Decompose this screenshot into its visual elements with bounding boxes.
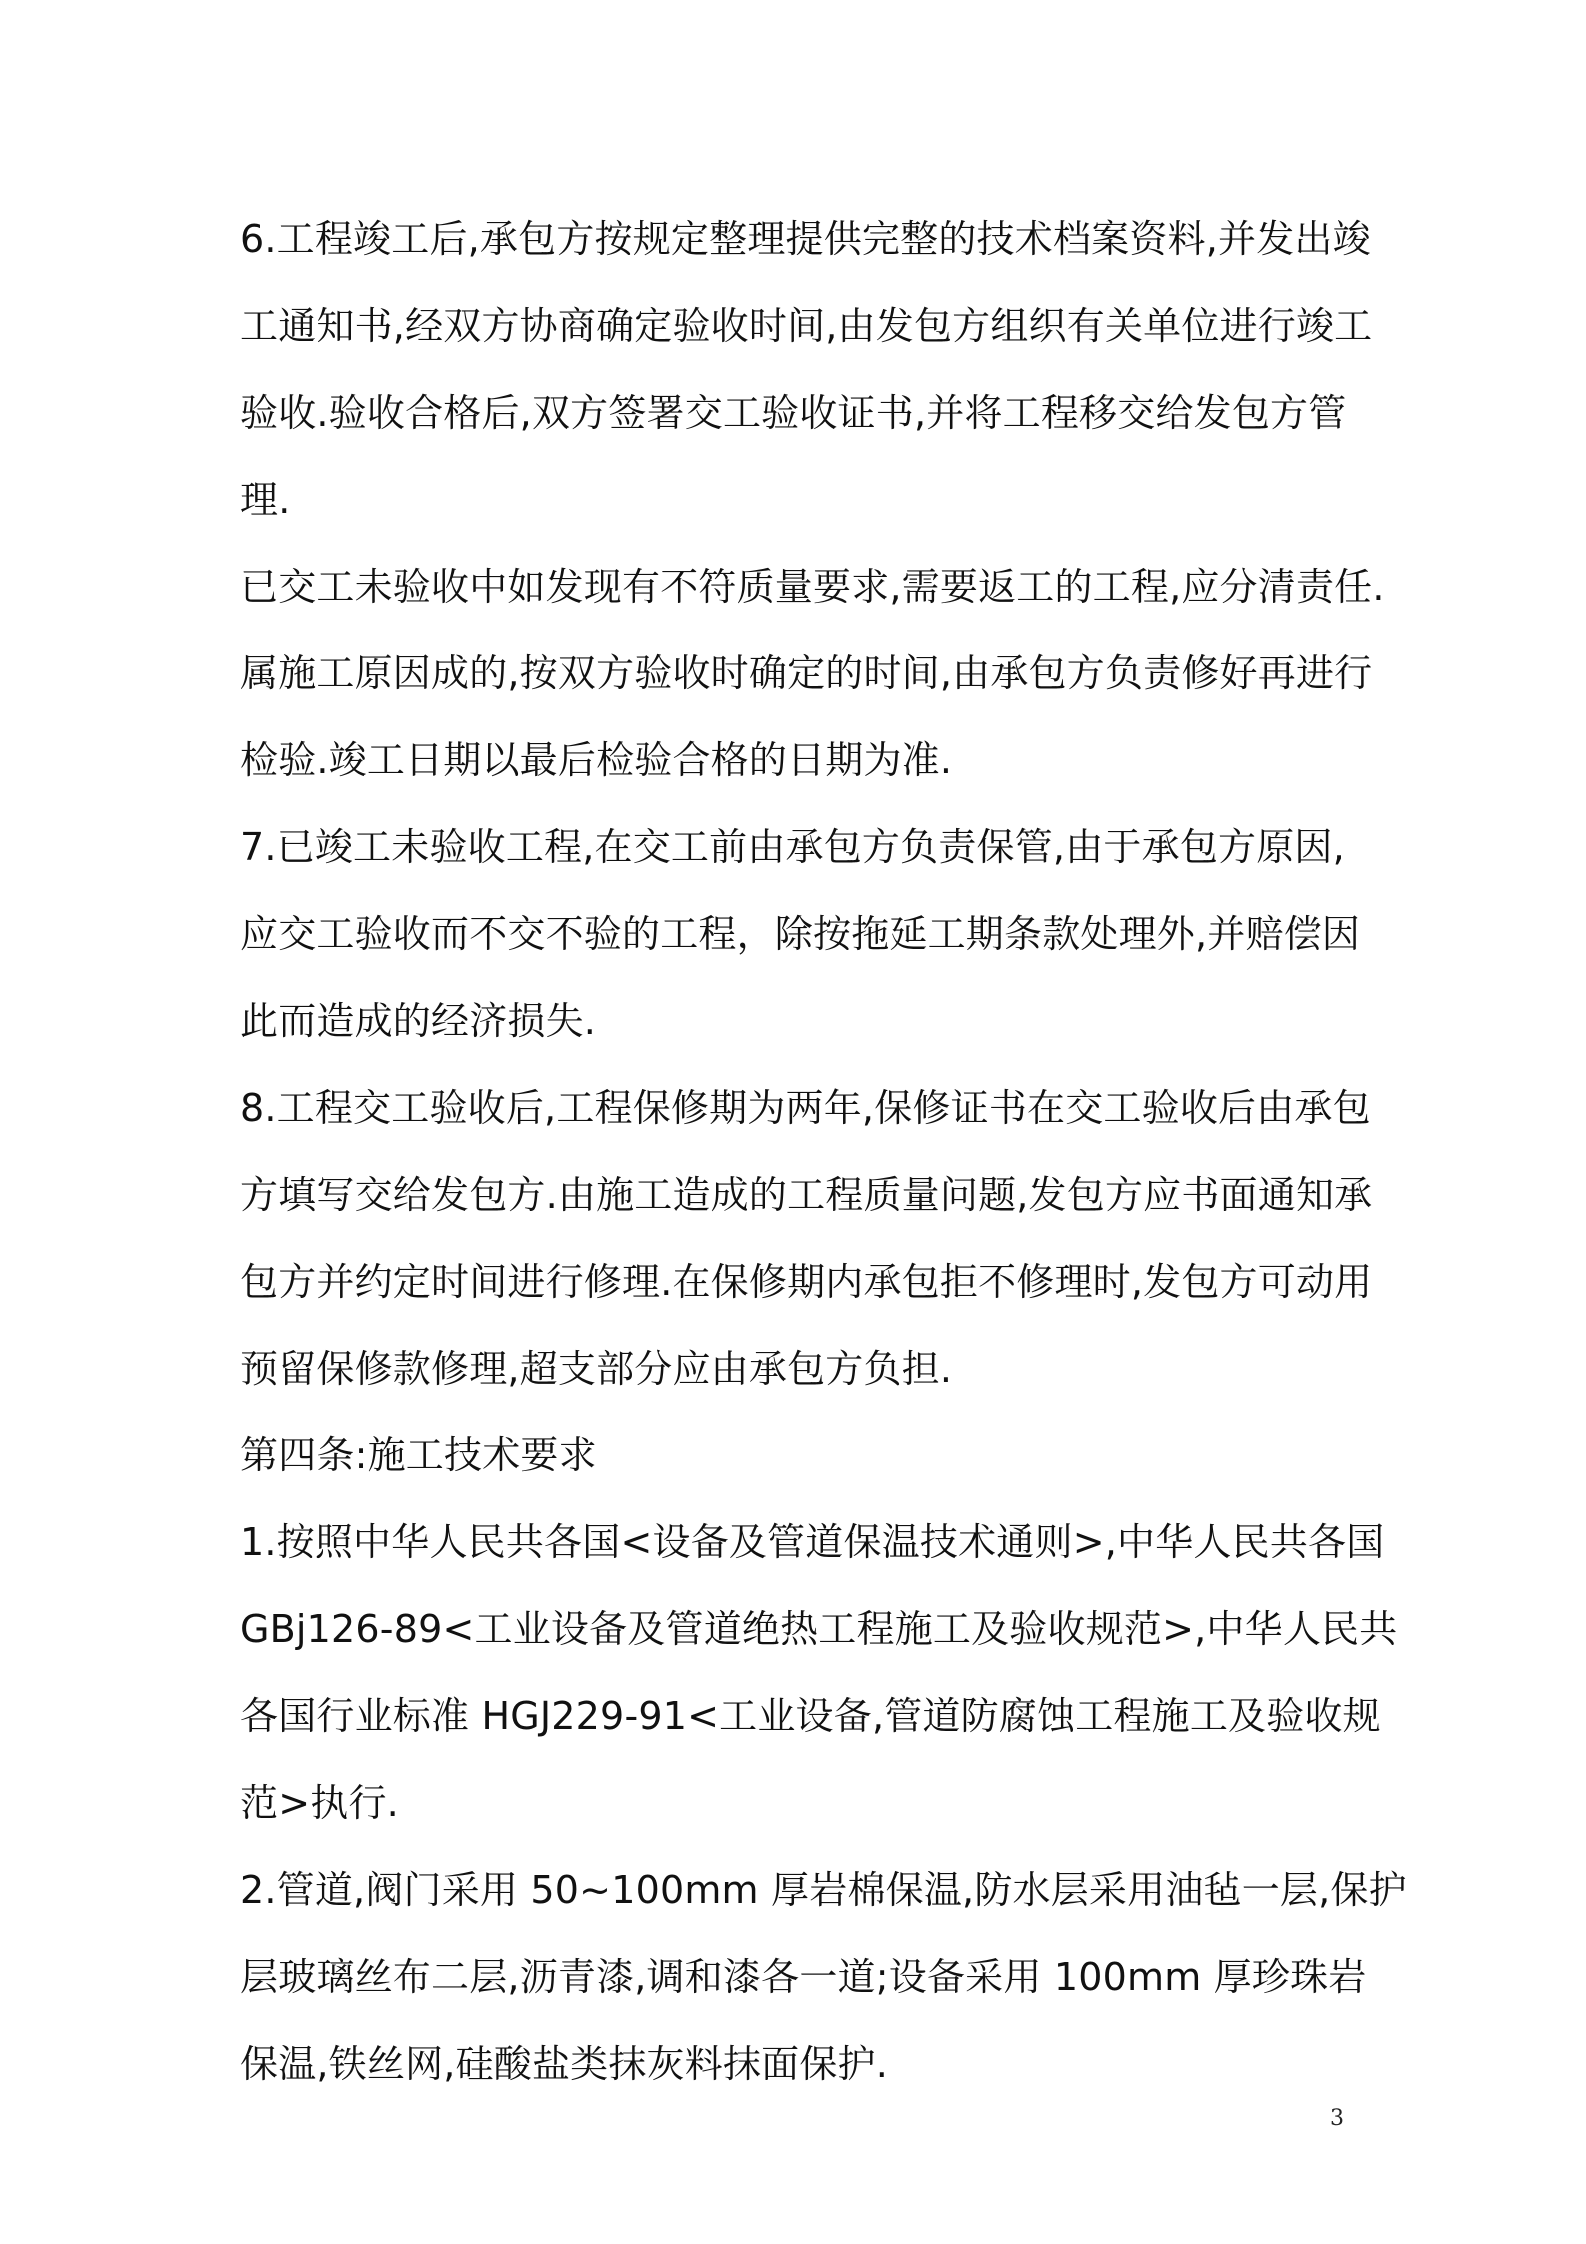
text-line: 工通知书,经双方协商确定验收时间,由发包方组织有关单位进行竣工 xyxy=(240,303,1373,348)
text-line: 层玻璃丝布二层,沥青漆,调和漆各一道;设备采用 100mm 厚珍珠岩 xyxy=(240,1954,1367,1999)
text-line: 包方并约定时间进行修理.在保修期内承包拒不修理时,发包方可动用 xyxy=(240,1259,1373,1304)
text-line: 8.工程交工验收后,工程保修期为两年,保修证书在交工验收后由承包 xyxy=(240,1085,1371,1130)
text-line: 方填写交给发包方.由施工造成的工程质量问题,发包方应书面通知承 xyxy=(240,1172,1373,1217)
text-line: 7.已竣工未验收工程,在交工前由承包方负责保管,由于承包方原因, xyxy=(240,825,1345,870)
text-line: 检验.竣工日期以最后检验合格的日期为准. xyxy=(240,738,953,783)
text-line: 此而造成的经济损失. xyxy=(240,999,597,1044)
section-heading: 第四条:施工技术要求 xyxy=(240,1433,597,1478)
text-line: 保温,铁丝网,硅酸盐类抹灰料抹面保护. xyxy=(240,2041,889,2086)
text-line: 已交工未验收中如发现有不符质量要求,需要返工的工程,应分清责任. xyxy=(240,564,1385,609)
text-line: 范>执行. xyxy=(240,1781,399,1826)
text-line: 6.工程竣工后,承包方按规定整理提供完整的技术档案资料,并发出竣 xyxy=(240,217,1371,261)
text-line: GBj126-89<工业设备及管道绝热工程施工及验收规范>,中华人民共 xyxy=(240,1607,1398,1652)
text-line: 理. xyxy=(240,477,291,522)
page-number: 3 xyxy=(1330,2106,1344,2131)
text-line: 属施工原因成的,按双方验收时确定的时间,由承包方负责修好再进行 xyxy=(240,651,1373,696)
text-line: 各国行业标准 HGJ229-91<工业设备,管道防腐蚀工程施工及验收规 xyxy=(240,1694,1381,1739)
text-line: 验收.验收合格后,双方签署交工验收证书,并将工程移交给发包方管 xyxy=(240,390,1347,435)
text-line: 2.管道,阀门采用 50~100mm 厚岩棉保温,防水层采用油毡一层,保护 xyxy=(240,1867,1407,1912)
text-line: 1.按照中华人民共各国<设备及管道保温技术通则>,中华人民共各国 xyxy=(240,1520,1385,1565)
text-line: 预留保修款修理,超支部分应由承包方负担. xyxy=(240,1346,953,1391)
body-text xyxy=(240,196,1407,2108)
text-line: 应交工验收而不交不验的工程，除按拖延工期条款处理外,并赔偿因 xyxy=(240,912,1361,957)
